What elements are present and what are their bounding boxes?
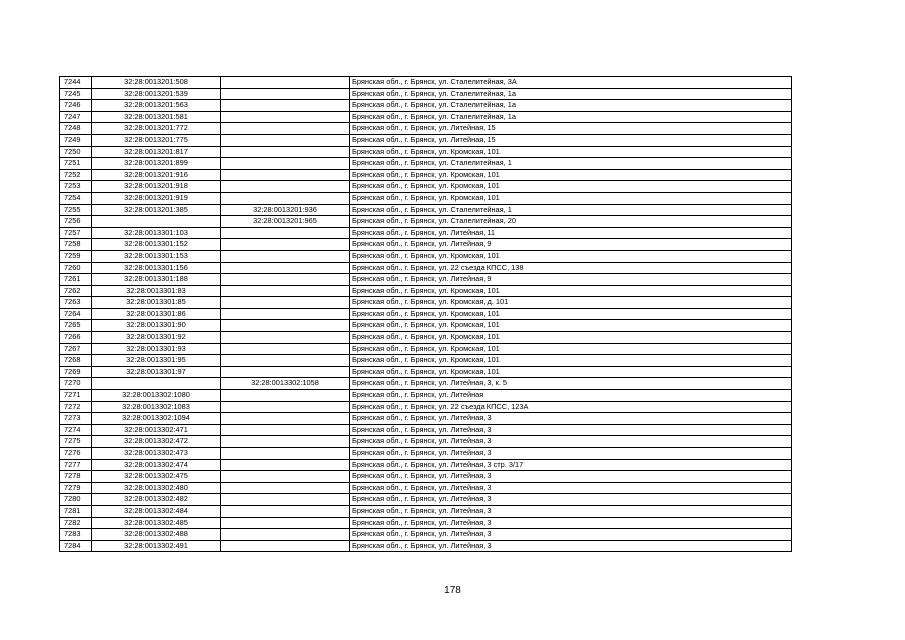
row-number-cell: 7267 [60, 343, 92, 355]
table-row [60, 320, 792, 332]
linked-cadastral-number-cell [221, 181, 350, 193]
cadastral-number-cell: 32:28:0013201:385 [92, 204, 221, 216]
row-number-cell: 7260 [60, 262, 92, 274]
linked-cadastral-number-cell [221, 436, 350, 448]
row-number-cell: 7259 [60, 250, 92, 262]
address-cell: Брянская обл., г. Брянск, ул. Кромская, 101 [350, 343, 792, 355]
cadastral-number-cell: 32:28:0013302:491 [92, 540, 221, 552]
table-row [60, 285, 792, 297]
row-number-cell: 7280 [60, 494, 92, 506]
linked-cadastral-number-cell [221, 77, 350, 89]
table-row [60, 529, 792, 541]
cadastral-number-cell: 32:28:0013201:918 [92, 181, 221, 193]
cadastral-number-cell: 32:28:0013302:1083 [92, 401, 221, 413]
row-number-cell: 7274 [60, 424, 92, 436]
table-row [60, 77, 792, 89]
address-cell: Брянская обл., г. Брянск, ул. Литейная, 3 [350, 482, 792, 494]
linked-cadastral-number-cell [221, 366, 350, 378]
row-number-cell: 7255 [60, 204, 92, 216]
table-row [60, 343, 792, 355]
cadastral-number-cell: 32:28:0013302:473 [92, 448, 221, 460]
table-row [60, 517, 792, 529]
table-row [60, 123, 792, 135]
linked-cadastral-number-cell [221, 158, 350, 170]
address-cell: Брянская обл., г. Брянск, ул. Кромская, 101 [350, 146, 792, 158]
row-number-cell: 7262 [60, 285, 92, 297]
row-number-cell: 7257 [60, 227, 92, 239]
row-number-cell: 7252 [60, 169, 92, 181]
linked-cadastral-number-cell [221, 297, 350, 309]
linked-cadastral-number-cell: 32:28:0013302:1058 [221, 378, 350, 390]
linked-cadastral-number-cell [221, 320, 350, 332]
address-cell: Брянская обл., г. Брянск, ул. Литейная, 3 [350, 517, 792, 529]
address-cell: Брянская обл., г. Брянск, ул. Литейная, 3 [350, 471, 792, 483]
address-cell: Брянская обл., г. Брянск, ул. Сталелитейная, 1 [350, 158, 792, 170]
address-cell: Брянская обл., г. Брянск, ул. Кромская, 101 [350, 181, 792, 193]
cadastral-number-cell: 32:28:0013201:539 [92, 88, 221, 100]
linked-cadastral-number-cell [221, 482, 350, 494]
table-row [60, 250, 792, 262]
row-number-cell: 7266 [60, 332, 92, 344]
row-number-cell: 7256 [60, 216, 92, 228]
linked-cadastral-number-cell [221, 424, 350, 436]
cadastral-number-cell [92, 216, 221, 228]
table-row [60, 448, 792, 460]
linked-cadastral-number-cell [221, 239, 350, 251]
linked-cadastral-number-cell [221, 529, 350, 541]
table-row [60, 413, 792, 425]
linked-cadastral-number-cell [221, 111, 350, 123]
address-cell: Брянская обл., г. Брянск, ул. Литейная, 15 [350, 134, 792, 146]
table-row [60, 355, 792, 367]
table-row [60, 459, 792, 471]
address-cell: Брянская обл., г. Брянск, ул. Литейная, 3 [350, 494, 792, 506]
row-number-cell: 7244 [60, 77, 92, 89]
address-cell: Брянская обл., г. Брянск, ул. Кромская, 101 [350, 332, 792, 344]
table-row [60, 471, 792, 483]
cadastral-number-cell: 32:28:0013301:103 [92, 227, 221, 239]
row-number-cell: 7278 [60, 471, 92, 483]
address-cell: Брянская обл., г. Брянск, ул. Кромская, 101 [350, 250, 792, 262]
linked-cadastral-number-cell [221, 332, 350, 344]
cadastral-number-cell: 32:28:0013201:563 [92, 100, 221, 112]
linked-cadastral-number-cell: 32:28:0013201:936 [221, 204, 350, 216]
address-cell: Брянская обл., г. Брянск, ул. Литейная, 3 [350, 448, 792, 460]
address-cell: Брянская обл., г. Брянск, ул. Литейная, 15 [350, 123, 792, 135]
row-number-cell: 7272 [60, 401, 92, 413]
address-cell: Брянская обл., г. Брянск, ул. Литейная, 3 [350, 413, 792, 425]
address-cell: Брянская обл., г. Брянск, ул. Сталелитейная, 1а [350, 111, 792, 123]
linked-cadastral-number-cell [221, 285, 350, 297]
linked-cadastral-number-cell [221, 100, 350, 112]
cadastral-number-cell: 32:28:0013301:93 [92, 343, 221, 355]
table-row [60, 308, 792, 320]
row-number-cell: 7258 [60, 239, 92, 251]
linked-cadastral-number-cell [221, 413, 350, 425]
linked-cadastral-number-cell [221, 401, 350, 413]
linked-cadastral-number-cell [221, 505, 350, 517]
cadastral-number-cell [92, 378, 221, 390]
linked-cadastral-number-cell [221, 308, 350, 320]
table-row [60, 88, 792, 100]
table-row [60, 204, 792, 216]
cadastral-number-cell: 32:28:0013302:1080 [92, 390, 221, 402]
cadastral-number-cell: 32:28:0013301:92 [92, 332, 221, 344]
table-row [60, 297, 792, 309]
address-cell: Брянская обл., г. Брянск, ул. Литейная, 3 [350, 424, 792, 436]
linked-cadastral-number-cell [221, 494, 350, 506]
table-row [60, 181, 792, 193]
linked-cadastral-number-cell [221, 227, 350, 239]
row-number-cell: 7284 [60, 540, 92, 552]
cadastral-number-cell: 32:28:0013201:919 [92, 192, 221, 204]
cadastral-number-cell: 32:28:0013301:188 [92, 274, 221, 286]
table-row [60, 424, 792, 436]
cadastral-number-cell: 32:28:0013302:488 [92, 529, 221, 541]
table-row [60, 436, 792, 448]
linked-cadastral-number-cell [221, 169, 350, 181]
linked-cadastral-number-cell [221, 262, 350, 274]
table-row [60, 158, 792, 170]
row-number-cell: 7277 [60, 459, 92, 471]
row-number-cell: 7276 [60, 448, 92, 460]
cadastral-number-cell: 32:28:0013201:772 [92, 123, 221, 135]
cadastral-number-cell: 32:28:0013302:482 [92, 494, 221, 506]
linked-cadastral-number-cell [221, 146, 350, 158]
row-number-cell: 7254 [60, 192, 92, 204]
address-cell: Брянская обл., г. Брянск, ул. Литейная [350, 390, 792, 402]
row-number-cell: 7279 [60, 482, 92, 494]
linked-cadastral-number-cell [221, 471, 350, 483]
row-number-cell: 7271 [60, 390, 92, 402]
linked-cadastral-number-cell [221, 343, 350, 355]
table-row [60, 111, 792, 123]
linked-cadastral-number-cell [221, 355, 350, 367]
cadastral-number-cell: 32:28:0013302:485 [92, 517, 221, 529]
address-cell: Брянская обл., г. Брянск, ул. Литейная, 3 [350, 436, 792, 448]
table-row [60, 332, 792, 344]
row-number-cell: 7282 [60, 517, 92, 529]
linked-cadastral-number-cell [221, 274, 350, 286]
table-row [60, 378, 792, 390]
linked-cadastral-number-cell [221, 123, 350, 135]
linked-cadastral-number-cell [221, 250, 350, 262]
address-cell: Брянская обл., г. Брянск, ул. Литейная, 9 [350, 239, 792, 251]
cadastral-number-cell: 32:28:0013302:484 [92, 505, 221, 517]
address-cell: Брянская обл., г. Брянск, ул. Литейная, 9 [350, 274, 792, 286]
cadastral-number-cell: 32:28:0013301:97 [92, 366, 221, 378]
table-row [60, 146, 792, 158]
address-cell: Брянская обл., г. Брянск, ул. Сталелитейная, 1а [350, 100, 792, 112]
address-cell: Брянская обл., г. Брянск, ул. Кромская, 101 [350, 355, 792, 367]
table-row [60, 540, 792, 552]
cadastral-number-cell: 32:28:0013301:85 [92, 297, 221, 309]
linked-cadastral-number-cell [221, 88, 350, 100]
address-cell: Брянская обл., г. Брянск, ул. Сталелитейная, 1 [350, 204, 792, 216]
row-number-cell: 7247 [60, 111, 92, 123]
row-number-cell: 7249 [60, 134, 92, 146]
row-number-cell: 7251 [60, 158, 92, 170]
row-number-cell: 7264 [60, 308, 92, 320]
table-row [60, 134, 792, 146]
cadastral-number-cell: 32:28:0013301:95 [92, 355, 221, 367]
address-cell: Брянская обл., г. Брянск, ул. Кромская, 101 [350, 285, 792, 297]
cadastral-number-cell: 32:28:0013201:581 [92, 111, 221, 123]
table-row [60, 169, 792, 181]
row-number-cell: 7246 [60, 100, 92, 112]
cadastral-table-body [60, 77, 792, 552]
address-cell: Брянская обл., г. Брянск, ул. Литейная, 11 [350, 227, 792, 239]
row-number-cell: 7281 [60, 505, 92, 517]
row-number-cell: 7261 [60, 274, 92, 286]
cadastral-number-cell: 32:28:0013302:471 [92, 424, 221, 436]
cadastral-number-cell: 32:28:0013201:775 [92, 134, 221, 146]
table-row [60, 100, 792, 112]
table-row [60, 505, 792, 517]
address-cell: Брянская обл., г. Брянск, ул. Литейная, 3, к. 5 [350, 378, 792, 390]
linked-cadastral-number-cell [221, 459, 350, 471]
row-number-cell: 7253 [60, 181, 92, 193]
cadastral-number-cell: 32:28:0013302:475 [92, 471, 221, 483]
cadastral-number-cell: 32:28:0013302:474 [92, 459, 221, 471]
table-row [60, 494, 792, 506]
address-cell: Брянская обл., г. Брянск, ул. Кромская, 101 [350, 320, 792, 332]
address-cell: Брянская обл., г. Брянск, ул. Литейная, 3 [350, 505, 792, 517]
row-number-cell: 7248 [60, 123, 92, 135]
cadastral-number-cell: 32:28:0013201:508 [92, 77, 221, 89]
linked-cadastral-number-cell [221, 540, 350, 552]
linked-cadastral-number-cell [221, 192, 350, 204]
cadastral-number-cell: 32:28:0013302:472 [92, 436, 221, 448]
row-number-cell: 7263 [60, 297, 92, 309]
address-cell: Брянская обл., г. Брянск, ул. Сталелитейная, 20 [350, 216, 792, 228]
table-row [60, 401, 792, 413]
table-row [60, 366, 792, 378]
row-number-cell: 7268 [60, 355, 92, 367]
linked-cadastral-number-cell [221, 448, 350, 460]
cadastral-number-cell: 32:28:0013302:480 [92, 482, 221, 494]
row-number-cell: 7250 [60, 146, 92, 158]
table-row [60, 239, 792, 251]
cadastral-number-cell: 32:28:0013301:90 [92, 320, 221, 332]
table-row [60, 390, 792, 402]
cadastral-number-cell: 32:28:0013301:156 [92, 262, 221, 274]
address-cell: Брянская обл., г. Брянск, ул. Литейная, 3 [350, 529, 792, 541]
address-cell: Брянская обл., г. Брянск, ул. 22 съезда КПСС, 138 [350, 262, 792, 274]
row-number-cell: 7270 [60, 378, 92, 390]
table-row [60, 227, 792, 239]
row-number-cell: 7245 [60, 88, 92, 100]
linked-cadastral-number-cell [221, 517, 350, 529]
address-cell: Брянская обл., г. Брянск, ул. Сталелитейная, 3А [350, 77, 792, 89]
row-number-cell: 7269 [60, 366, 92, 378]
cadastral-number-cell: 32:28:0013201:899 [92, 158, 221, 170]
table-row [60, 262, 792, 274]
address-cell: Брянская обл., г. Брянск, ул. 22 съезда КПСС, 123А [350, 401, 792, 413]
row-number-cell: 7283 [60, 529, 92, 541]
address-cell: Брянская обл., г. Брянск, ул. Кромская, 101 [350, 169, 792, 181]
table-row [60, 274, 792, 286]
linked-cadastral-number-cell [221, 390, 350, 402]
address-cell: Брянская обл., г. Брянск, ул. Сталелитейная, 1а [350, 88, 792, 100]
table-row [60, 482, 792, 494]
page-number: 178 [444, 585, 461, 596]
cadastral-number-cell: 32:28:0013301:86 [92, 308, 221, 320]
cadastral-number-cell: 32:28:0013301:152 [92, 239, 221, 251]
address-cell: Брянская обл., г. Брянск, ул. Литейная, 3 [350, 540, 792, 552]
address-cell: Брянская обл., г. Брянск, ул. Литейная, 3 стр. 3/17 [350, 459, 792, 471]
row-number-cell: 7275 [60, 436, 92, 448]
address-cell: Брянская обл., г. Брянск, ул. Кромская, д. 101 [350, 297, 792, 309]
linked-cadastral-number-cell: 32:28:0013201:965 [221, 216, 350, 228]
cadastral-number-cell: 32:28:0013201:817 [92, 146, 221, 158]
cadastral-number-cell: 32:28:0013301:153 [92, 250, 221, 262]
table-row [60, 216, 792, 228]
cadastral-number-cell: 32:28:0013301:83 [92, 285, 221, 297]
row-number-cell: 7265 [60, 320, 92, 332]
cadastral-number-cell: 32:28:0013302:1094 [92, 413, 221, 425]
table-row [60, 192, 792, 204]
address-cell: Брянская обл., г. Брянск, ул. Кромская, 101 [350, 192, 792, 204]
row-number-cell: 7273 [60, 413, 92, 425]
cadastral-number-cell: 32:28:0013201:916 [92, 169, 221, 181]
cadastral-table [59, 76, 792, 552]
address-cell: Брянская обл., г. Брянск, ул. Кромская, 101 [350, 308, 792, 320]
address-cell: Брянская обл., г. Брянск, ул. Кромская, 101 [350, 366, 792, 378]
linked-cadastral-number-cell [221, 134, 350, 146]
